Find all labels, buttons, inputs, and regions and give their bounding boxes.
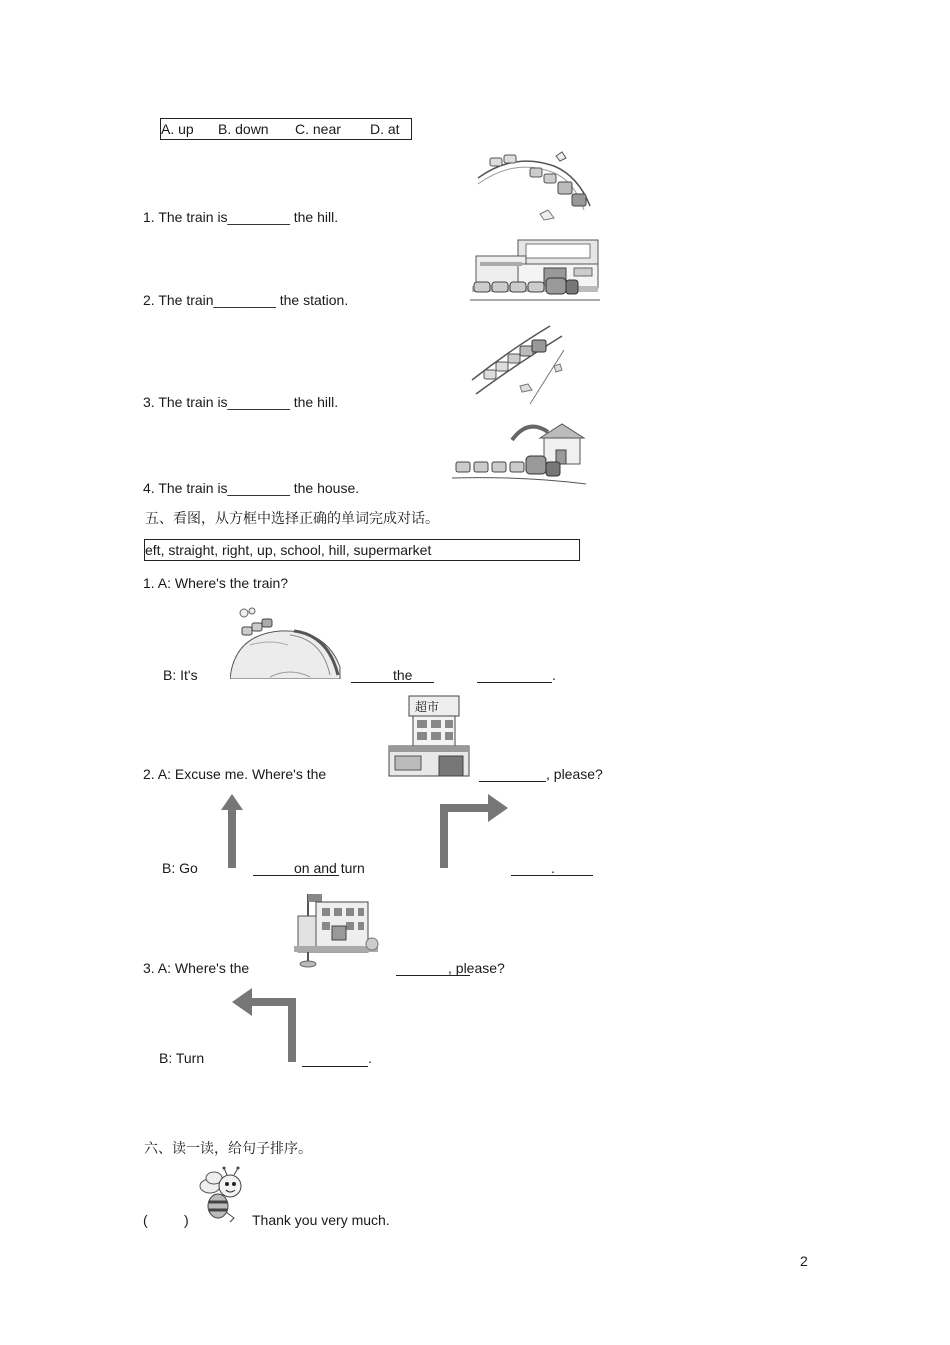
supermarket-sign: 超市: [415, 700, 440, 714]
turn-right-arrow-icon: [438, 794, 510, 868]
section-5-heading: 五、看图，从方框中选择正确的单词完成对话。: [145, 511, 439, 527]
order-paren-open: (: [143, 1212, 148, 1228]
question-1: 1. The train is________ the hill.: [143, 209, 339, 225]
section-6-heading: 六、读一读，给句子排序。: [144, 1141, 312, 1157]
q2-answer-end: .: [551, 860, 555, 876]
q2-blank-1[interactable]: [479, 781, 546, 782]
order-paren-close: ): [184, 1212, 189, 1228]
question-2: 2. The train________ the station.: [143, 292, 349, 308]
q1-answer-mid: the: [393, 667, 413, 683]
train-near-house-image: [452, 418, 588, 488]
option-b: B. down: [218, 121, 269, 137]
q3-answer-prefix: B: Turn: [159, 1050, 205, 1066]
q2-question: 2. A: Excuse me. Where's the: [143, 766, 327, 782]
word-bank-box: [144, 539, 580, 561]
school-image: [292, 888, 380, 970]
q1-answer-prefix: B: It's: [163, 667, 198, 683]
q3-blank-2[interactable]: [302, 1066, 368, 1067]
page-number: 2: [800, 1253, 808, 1269]
q3-question-end: , please?: [448, 960, 505, 976]
q1-blank-2[interactable]: [477, 682, 552, 683]
option-d: D. at: [370, 121, 400, 137]
question-3: 3. The train is________ the hill.: [143, 394, 339, 410]
q2-answer-prefix: B: Go: [162, 860, 198, 876]
q2-answer-mid: on and turn: [294, 860, 365, 876]
order-sentence-1: Thank you very much.: [252, 1212, 390, 1228]
bee-character-image: [196, 1166, 250, 1224]
question-4: 4. The train is________ the house.: [143, 480, 360, 496]
straight-arrow-icon: [220, 794, 244, 868]
train-up-hill-image: [474, 150, 594, 222]
q3-question: 3. A: Where's the: [143, 960, 250, 976]
q1-answer-end: .: [552, 667, 556, 683]
train-down-hill-image: [470, 320, 574, 406]
option-c: C. near: [295, 121, 341, 137]
hill-image: [230, 605, 342, 679]
word-bank-text: eft, straight, right, up, school, hill, supermarket: [145, 542, 432, 558]
q3-answer-end: .: [368, 1050, 372, 1066]
q1-question: 1. A: Where's the train?: [143, 575, 289, 591]
options-box: [160, 118, 412, 140]
q2-question-end: , please?: [546, 766, 603, 782]
turn-left-arrow-icon: [230, 988, 298, 1062]
supermarket-image: [387, 694, 471, 778]
option-a: A. up: [161, 121, 194, 137]
train-station-image: [470, 238, 600, 306]
